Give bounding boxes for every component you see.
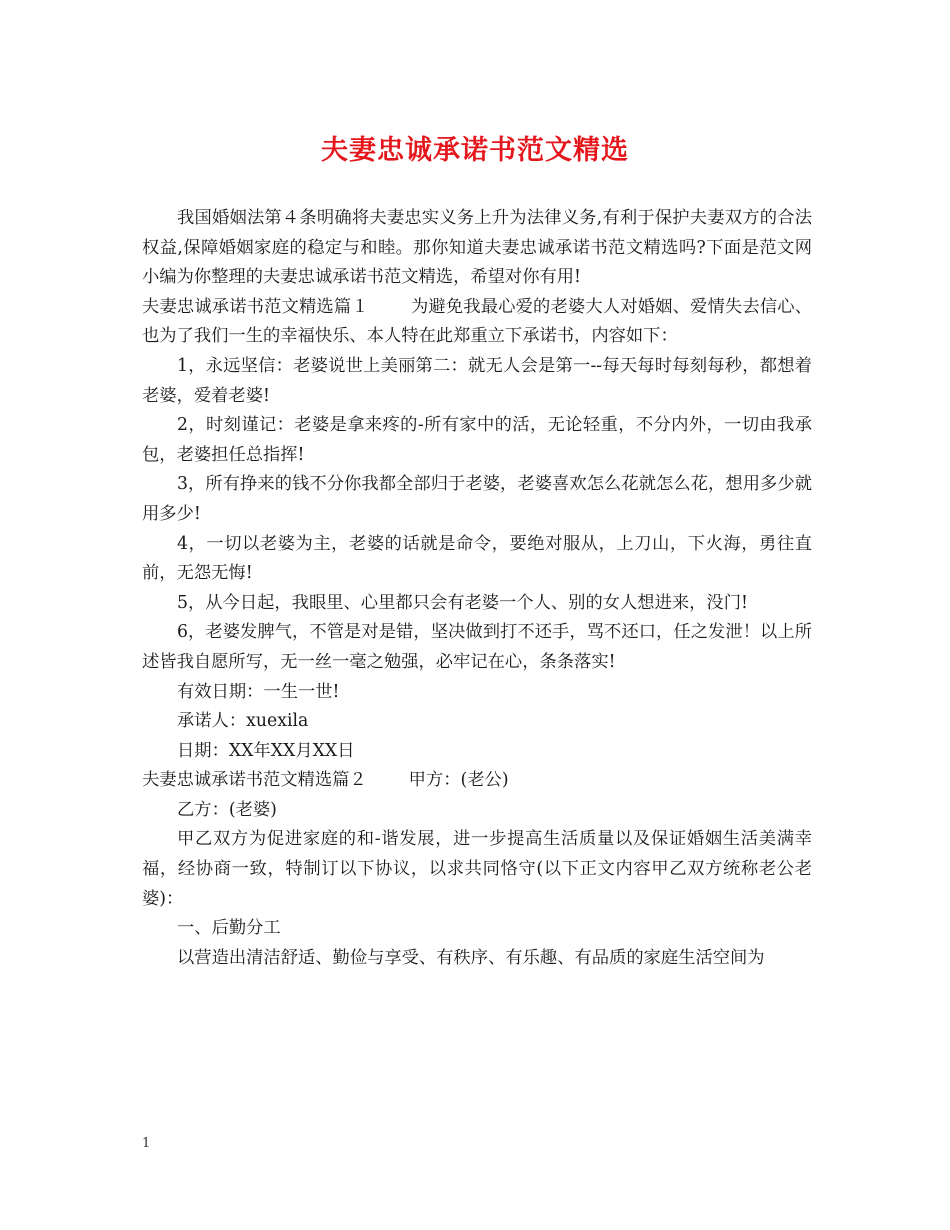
paragraph: 一、后勤分工	[177, 918, 281, 939]
paragraph-text: 甲方：(老公)	[408, 770, 509, 791]
paragraph: 日期：XX年XX月XX日	[177, 740, 355, 761]
section-heading-paragraph	[142, 766, 812, 796]
section-heading-label: 夫妻忠诚承诺书范文精选篇１	[142, 296, 369, 317]
paragraph: 5，从今日起，我眼里、心里都只会有老婆一个人、别的女人想进来，没门!	[177, 592, 748, 613]
paragraph: 乙方：(老婆)	[177, 799, 277, 820]
paragraph: 承诺人：xuexila	[177, 711, 309, 732]
paragraph: 有效日期：一生一世!	[177, 681, 340, 702]
paragraph: 以营造出清洁舒适、勤俭与享受、有秩序、有乐趣、有品质的家庭生活空间为	[177, 947, 765, 968]
document-body	[142, 204, 812, 973]
section-heading-label: 夫妻忠诚承诺书范文精选篇２	[142, 770, 367, 791]
paragraph: 我国婚姻法第４条明确将夫妻忠实义务上升为法律义务,有利于保护夫妻双方的合法权益,保障婚姻家庭的稳定与和睦。那你知道夫妻忠诚承诺书范文精选吗?下面是范文网小编为你整理的夫妻忠诚承诺书范文精选，希望对你有用!	[142, 208, 812, 288]
paragraph: 甲乙双方为促进家庭的和-谐发展，进一步提高生活质量以及保证婚姻生活美满幸福，经协商一致，特制订以下协议，以求共同恪守(以下正文内容甲乙双方统称老公老婆)：	[142, 829, 812, 909]
paragraph: 2，时刻谨记：老婆是拿来疼的-所有家中的活，无论轻重，不分内外，一切由我承包，老婆担任总指挥!	[142, 415, 812, 465]
section-heading-paragraph	[142, 293, 812, 352]
paragraph: 1，永远坚信：老婆说世上美丽第二：就无人会是第一--每天每时每刻每秒，都想着老婆，爱着老婆!	[142, 355, 812, 406]
paragraph: 6，老婆发脾气，不管是对是错，坚决做到打不还手，骂不还口，任之发泄！以上所述皆我自愿所写，无一丝一毫之勉强，必牢记在心，条条落实!	[142, 622, 812, 672]
paragraph: 3，所有挣来的钱不分你我都全部归于老婆，老婆喜欢怎么花就怎么花，想用多少就用多少!	[142, 474, 812, 524]
document-title: 夫妻忠诚承诺书范文精选	[321, 135, 629, 166]
paragraph: 4，一切以老婆为主，老婆的话就是命令，要绝对服从，上刀山，下火海，勇往直前，无怨无悔!	[142, 533, 812, 584]
page-number: 1	[142, 1136, 151, 1151]
paragraph-text: 为避免我最心爱的老婆大人对婚姻、爱情失去信心、也为了我们一生的幸福快乐、本人特在此郑重立下承诺书，内容如下：	[142, 296, 812, 347]
